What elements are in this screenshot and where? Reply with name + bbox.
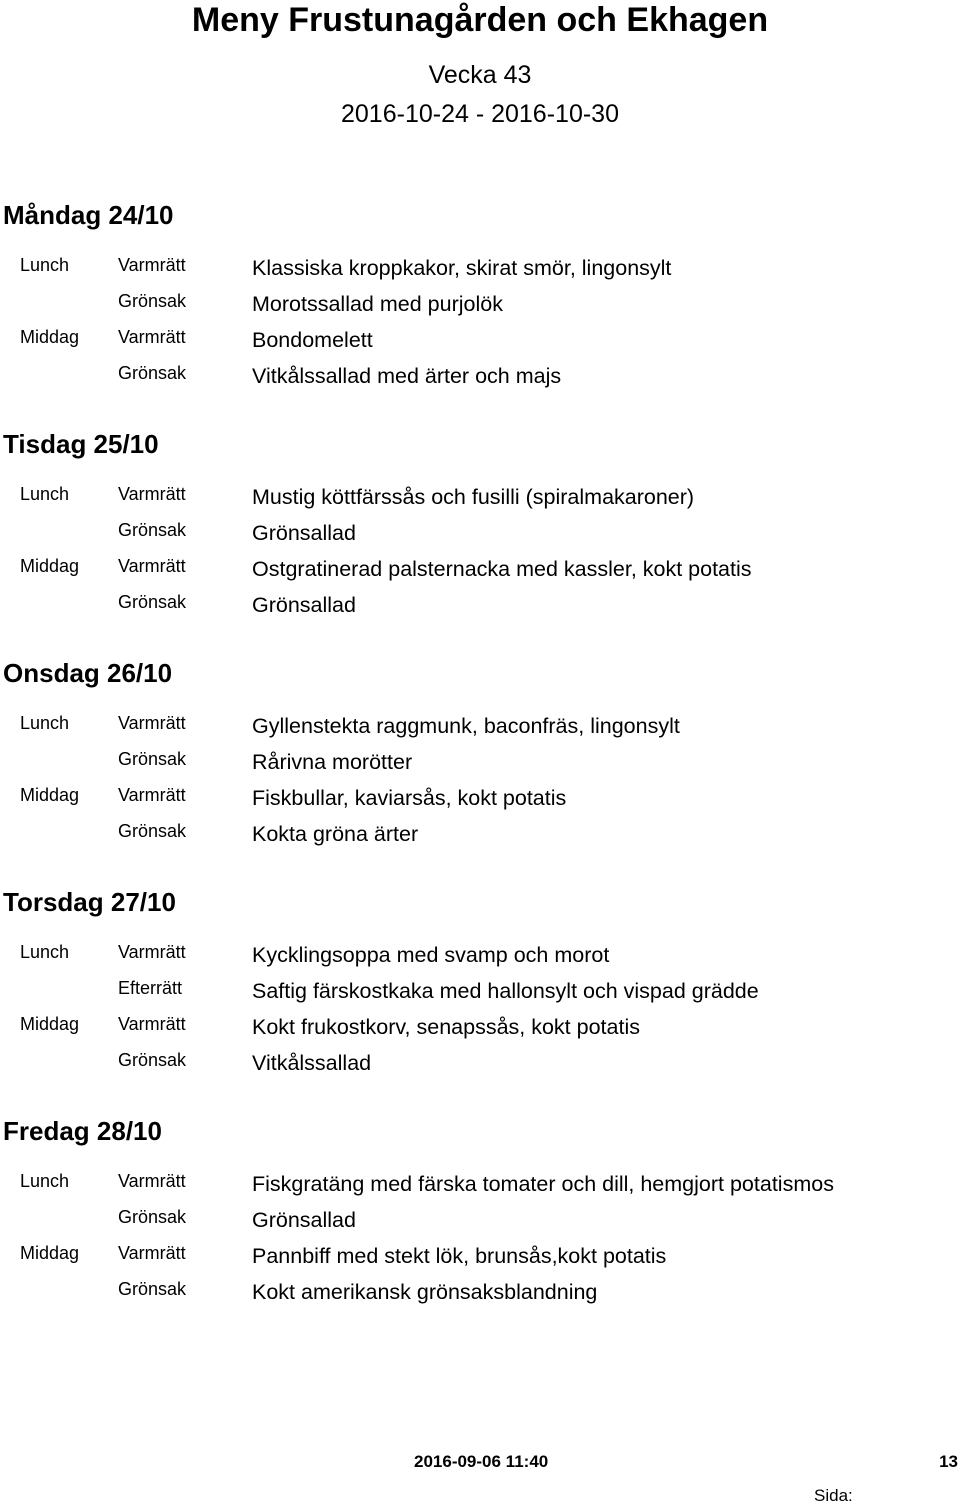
menu-row [0,1011,960,1047]
category-label: Grönsak [118,1050,187,1070]
menu-row [0,746,960,782]
menu-row [0,324,960,360]
category-label: Varmrätt [118,327,186,347]
menu-row [0,1168,960,1204]
dish-name: Kycklingsoppa med svamp och morot [252,943,610,967]
category-label: Varmrätt [118,1014,186,1034]
dish-name: Morotssallad med purjolök [252,292,503,316]
page-label: Sida: [814,1486,853,1505]
menu-row [0,517,960,553]
meal-label: Middag [20,556,80,576]
day-heading: Tisdag 25/10 [3,429,159,459]
page-title: Meny Frustunagården och Ekhagen [191,1,769,39]
menu-row [0,1047,960,1083]
menu-row [0,975,960,1011]
menu-row [0,1240,960,1276]
menu-row [0,360,960,396]
dish-name: Bondomelett [252,328,373,352]
dish-name: Mustig köttfärssås och fusilli (spiralmakaroner) [252,485,695,509]
dish-name: Vitkålssallad [252,1051,372,1075]
category-label: Varmrätt [118,942,186,962]
menu-row [0,1276,960,1312]
dish-name: Kokt frukostkorv, senapssås, kokt potatis [252,1015,640,1039]
menu-row [0,782,960,818]
meal-label: Middag [20,1243,80,1263]
meal-label: Lunch [20,1171,70,1191]
dish-name: Grönsallad [252,1208,356,1232]
print-timestamp: 2016-09-06 11:40 [414,1452,549,1471]
category-label: Grönsak [118,592,187,612]
day-heading: Fredag 28/10 [3,1116,162,1146]
dish-name: Grönsallad [252,593,356,617]
category-label: Grönsak [118,520,187,540]
meal-label: Middag [20,1014,80,1034]
category-label: Varmrätt [118,484,186,504]
category-label: Grönsak [118,821,187,841]
category-label: Varmrätt [118,713,186,733]
day-heading: Onsdag 26/10 [3,658,173,688]
menu-row [0,553,960,589]
category-label: Varmrätt [118,1243,186,1263]
date-range: 2016-10-24 - 2016-10-30 [341,100,619,128]
meal-label: Lunch [20,255,70,275]
category-label: Grönsak [118,291,187,311]
menu-row [0,1204,960,1240]
category-label: Efterrätt [118,978,183,998]
menu-row [0,589,960,625]
category-label: Grönsak [118,1279,187,1299]
category-label: Grönsak [118,749,187,769]
menu-row [0,252,960,288]
menu-row [0,288,960,324]
category-label: Varmrätt [118,556,186,576]
category-label: Varmrätt [118,255,186,275]
dish-name: Gyllenstekta raggmunk, baconfräs, lingonsylt [252,714,680,738]
dish-name: Pannbiff med stekt lök, brunsås,kokt potatis [252,1244,667,1268]
dish-name: Fiskgratäng med färska tomater och dill, hemgjort potatismos [252,1172,834,1196]
meal-label: Middag [20,785,80,805]
day-heading: Torsdag 27/10 [3,887,176,917]
category-label: Varmrätt [118,785,186,805]
meal-label: Lunch [20,942,70,962]
dish-name: Kokta gröna ärter [252,822,419,846]
meal-label: Lunch [20,713,70,733]
category-label: Grönsak [118,363,187,383]
dish-name: Fiskbullar, kaviarsås, kokt potatis [252,786,567,810]
menu-row [0,939,960,975]
week-label: Vecka 43 [428,61,532,89]
menu-row [0,818,960,854]
dish-name: Saftig färskostkaka med hallonsylt och vispad grädde [252,979,759,1003]
category-label: Varmrätt [118,1171,186,1191]
meal-label: Lunch [20,484,70,504]
meal-label: Middag [20,327,80,347]
dish-name: Kokt amerikansk grönsaksblandning [252,1280,598,1304]
dish-name: Klassiska kroppkakor, skirat smör, lingonsylt [252,256,672,280]
day-heading: Måndag 24/10 [3,200,174,230]
dish-name: Vitkålssallad med ärter och majs [252,364,562,388]
page-number: 13 [939,1452,958,1471]
dish-name: Grönsallad [252,521,356,545]
dish-name: Rårivna morötter [252,750,413,774]
dish-name: Ostgratinerad palsternacka med kassler, kokt potatis [252,557,752,581]
category-label: Grönsak [118,1207,187,1227]
menu-row [0,710,960,746]
menu-row [0,481,960,517]
